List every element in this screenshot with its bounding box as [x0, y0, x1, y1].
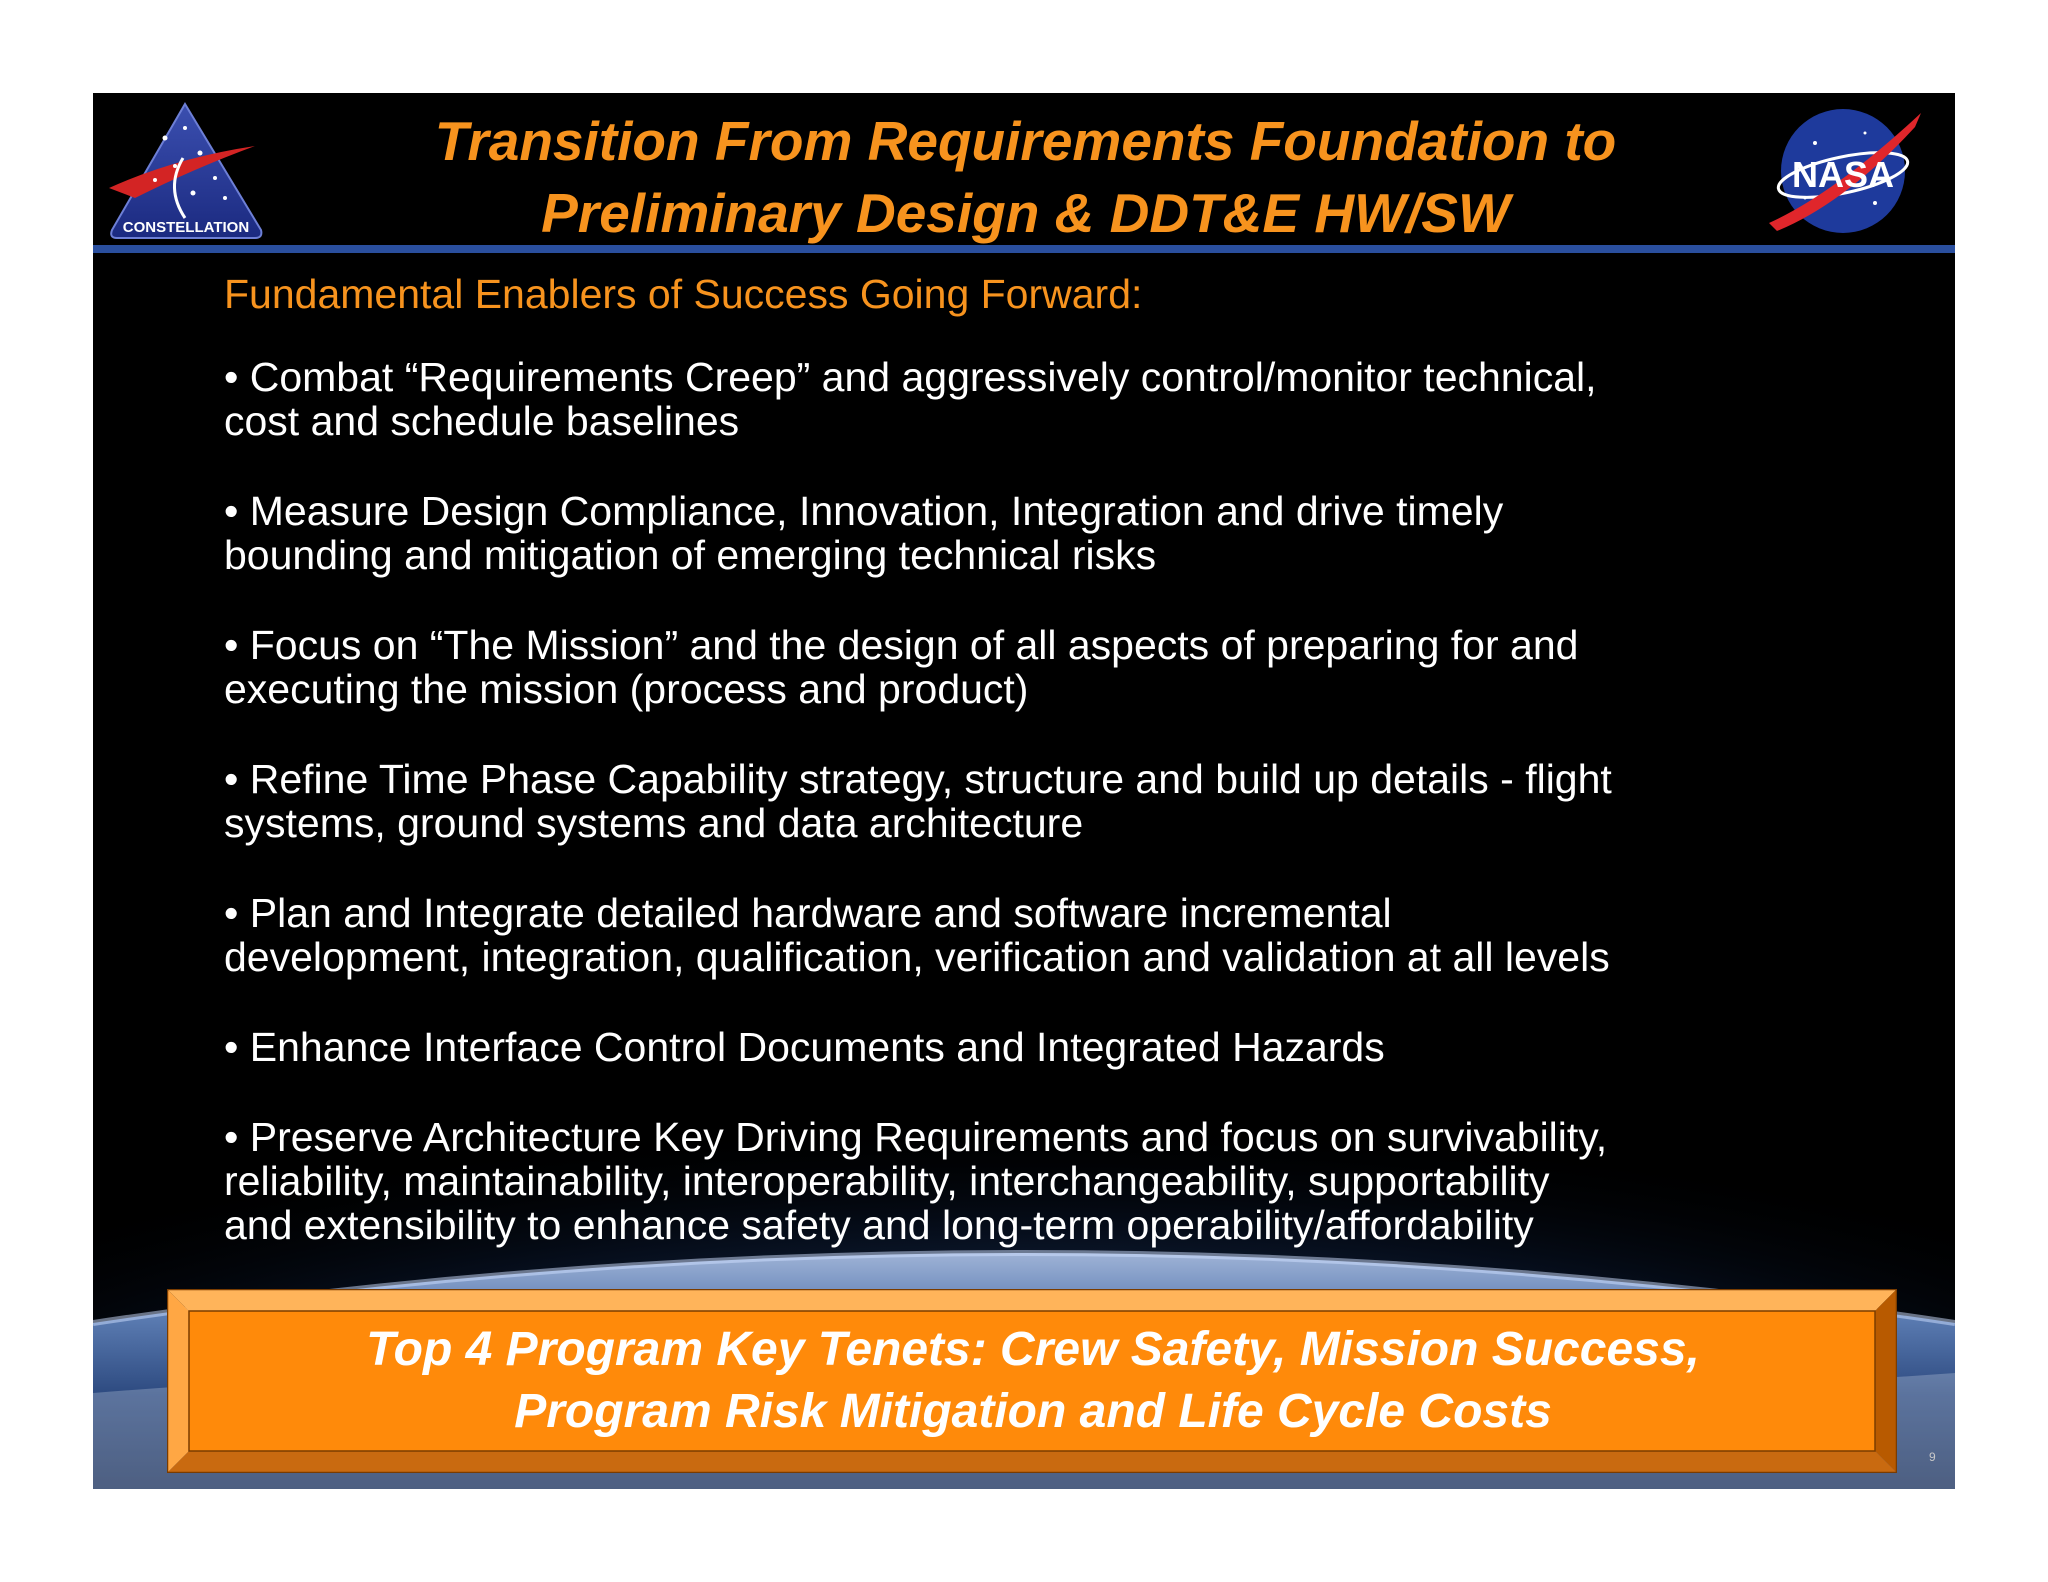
title-line-1: Transition From Requirements Foundation to — [434, 110, 1617, 172]
title-line-2: Preliminary Design & DDT&E HW/SW — [541, 182, 1510, 244]
constellation-logo-text: CONSTELLATION — [122, 219, 250, 236]
list-item: • Focus on “The Mission” and the design of all aspects of preparing for and executing the mission (process and product) — [224, 622, 1579, 712]
constellation-logo-icon — [105, 98, 267, 243]
nasa-logo-text: NASA — [1791, 154, 1895, 195]
list-item: • Preserve Architecture Key Driving Requirements and focus on survivability, reliability, maintainability, interoperability, interchangeability, supportability and extensibility to enhance safety and long-term operability/affordability — [224, 1114, 1608, 1248]
list-item: • Refine Time Phase Capability strategy, structure and build up details - flight systems, ground systems and data architecture — [224, 756, 1612, 846]
list-item: • Enhance Interface Control Documents and Integrated Hazards — [224, 1024, 1385, 1070]
key-tenets-banner — [167, 1289, 1897, 1473]
list-item: • Plan and Integrate detailed hardware and software incremental development, integration, qualification, verification and validation at all levels — [224, 890, 1610, 980]
slide-header — [93, 93, 1955, 245]
list-item: • Combat “Requirements Creep” and aggressively control/monitor technical, cost and schedule baselines — [224, 354, 1597, 444]
subheading: Fundamental Enablers of Success Going Forward: — [224, 271, 1143, 317]
slide-title — [293, 105, 1758, 249]
banner-text — [193, 1319, 1873, 1443]
slide — [93, 93, 1955, 1489]
banner-line-2: Program Risk Mitigation and Life Cycle Costs — [514, 1385, 1552, 1438]
list-item: • Measure Design Compliance, Innovation, Integration and drive timely bounding and mitigation of emerging technical risks — [224, 488, 1504, 578]
page-number: 9 — [1929, 1450, 1936, 1464]
bullet-list — [224, 355, 1874, 1293]
header-divider — [93, 245, 1955, 253]
nasa-logo-icon — [1765, 103, 1925, 239]
banner-line-1: Top 4 Program Key Tenets: Crew Safety, Mission Success, — [366, 1323, 1700, 1376]
